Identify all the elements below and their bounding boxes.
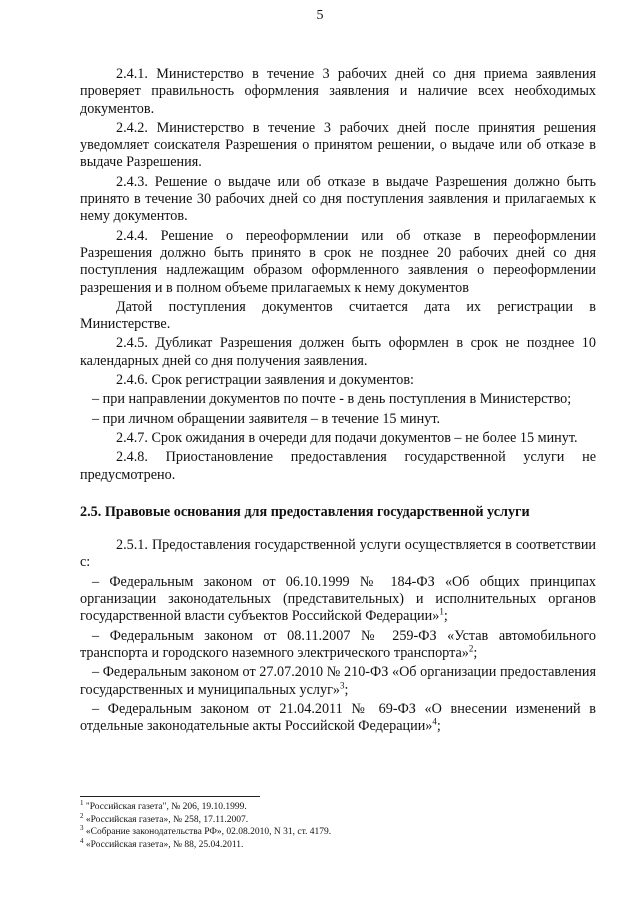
law-text: – Федеральным законом от 06.10.1999 № 184-ФЗ «Об общих принципах организации законодательных (представительных) и исполнительных органов государственной власти субъектов Российской Федерации» bbox=[80, 573, 596, 625]
footnote bbox=[80, 798, 596, 814]
paragraph-2-4-6: 2.4.6. Срок регистрации заявления и документов: bbox=[116, 372, 414, 389]
law-end: ; bbox=[473, 644, 478, 661]
footnote-number: 4 bbox=[80, 836, 84, 845]
footnote-text: «Собрание законодательства РФ», 02.08.2010, N 31, ст. 4179. bbox=[85, 827, 332, 837]
section-heading: 2.5. Правовые основания для предоставления государственной услуги bbox=[80, 503, 530, 520]
footnote-number: 3 bbox=[80, 823, 84, 832]
list-item-mail: – при направлении документов по почте - в день поступления в Министерство; bbox=[92, 391, 572, 408]
law-text: – Федеральным законом от 27.07.2010 № 210-ФЗ «Об организации предоставления государственных и муниципальных услуг» bbox=[80, 664, 596, 698]
footnote-divider bbox=[80, 796, 260, 797]
footnote-ref: 1 bbox=[439, 606, 444, 617]
footnote-ref: 2 bbox=[468, 643, 474, 654]
law-item bbox=[80, 701, 596, 736]
document-body bbox=[80, 66, 596, 737]
law-item bbox=[80, 664, 596, 699]
footnote-ref: 3 bbox=[340, 679, 345, 690]
section-intro: 2.5.1. Предоставления государственной услуги осуществляется в соответствии с: bbox=[80, 537, 596, 571]
paragraph-2-4-4-note: Датой поступления документов считается дата их регистрации в Министерстве. bbox=[80, 298, 596, 333]
list-item-in-person: – при личном обращении заявителя – в течение 15 минут. bbox=[92, 410, 440, 427]
law-item bbox=[80, 574, 596, 626]
law-end: ; bbox=[443, 608, 448, 625]
paragraph-2-4-2: 2.4.2. Министерство в течение 3 рабочих дней после принятия решения уведомляет соискателя Разрешения о принятом решении, о выдаче или об отказе в выдаче Разрешения. bbox=[80, 119, 596, 171]
paragraph-2-4-1: 2.4.1. Министерство в течение 3 рабочих дней со дня приема заявления проверяет правильность оформления заявления и наличие всех необходимых документов. bbox=[80, 66, 596, 117]
paragraph-2-4-7: 2.4.7. Срок ожидания в очереди для подачи документов – не более 15 минут. bbox=[116, 429, 578, 446]
footnote bbox=[80, 836, 596, 852]
page-number: 5 bbox=[316, 8, 324, 23]
footnote bbox=[80, 823, 596, 839]
law-text: – Федеральным законом от 08.11.2007 № 259-ФЗ «Устав автомобильного транспорта и городского наземного электрического транспорта» bbox=[80, 627, 596, 661]
footnote-number: 1 bbox=[80, 798, 84, 807]
paragraph-2-4-4: 2.4.4. Решение о переоформлении или об отказе в переоформлении Разрешения должно быть принято в срок не позднее 20 рабочих дней со дня поступления надлежащим образом оформленного заявления о переоформлении разрешения и в полном объеме прилагаемых к нему документов bbox=[80, 227, 596, 296]
footnotes bbox=[80, 798, 596, 851]
paragraph-2-4-3: 2.4.3. Решение о выдаче или об отказе в выдаче Разрешения должно быть принято в течение 30 рабочих дней со дня поступления заявления и прилагаемых к нему документов. bbox=[80, 173, 596, 225]
law-end: ; bbox=[344, 681, 349, 698]
footnote bbox=[80, 811, 596, 827]
paragraph-2-4-8: 2.4.8. Приостановление предоставления государственной услуги не предусмотрено. bbox=[80, 449, 596, 483]
law-text: – Федеральным законом от 21.04.2011 № 69-ФЗ «О внесении изменений в отдельные законодательные акты Российской Федерации» bbox=[80, 700, 596, 735]
law-item bbox=[80, 628, 596, 663]
footnote-ref: 4 bbox=[432, 716, 437, 727]
footnote-number: 2 bbox=[80, 811, 84, 820]
footnote-text: «Российская газета», № 88, 25.04.2011. bbox=[85, 839, 244, 850]
paragraph-2-4-5: 2.4.5. Дубликат Разрешения должен быть оформлен в срок не позднее 10 календарных дней со дня получения заявления. bbox=[80, 335, 596, 369]
footnote-text: "Российская газета", № 206, 19.10.1999. bbox=[85, 802, 247, 812]
law-end: ; bbox=[436, 718, 441, 735]
footnote-text: «Российская газета», № 258, 17.11.2007. bbox=[85, 814, 249, 825]
